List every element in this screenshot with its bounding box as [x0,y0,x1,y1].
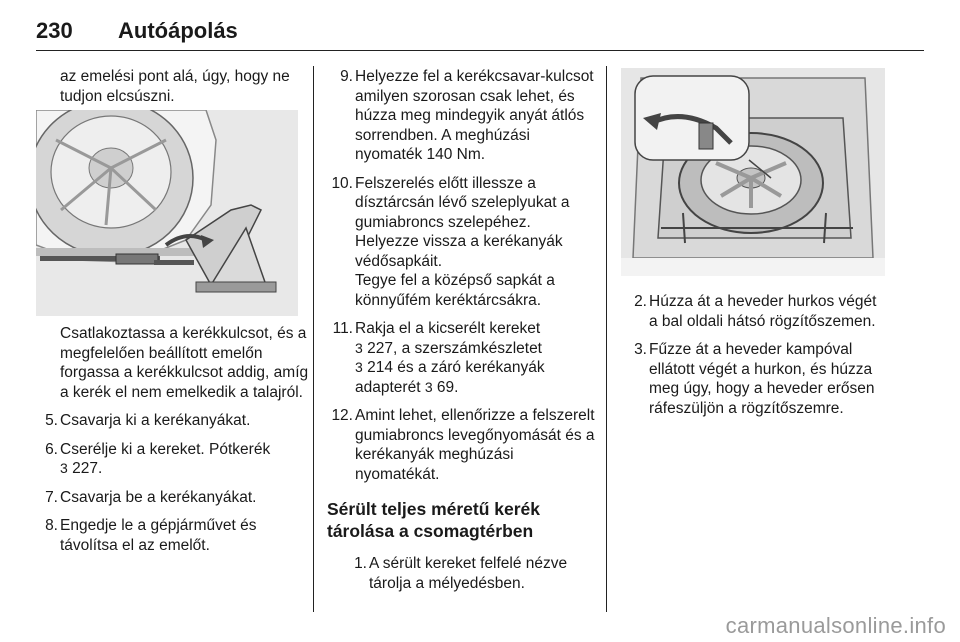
step-number: 9. [340,68,353,85]
step-12 [327,406,599,484]
page-reference: 227. [72,460,103,477]
page-reference: 69. [436,378,459,396]
step-text: Csavarja ki a kerékanyákat. [60,412,251,429]
page-reference-arrow-icon: 3 [355,339,363,356]
step-text: Cserélje ki a kereket. Pótkerék [60,440,271,458]
step-9 [327,67,599,165]
jack-wheel-drawing [36,110,298,316]
step-text: Felszerelés előtt illessze a dísztárcsán lévő szeleplyukat a gumiabroncs szelepéhez. [355,174,570,231]
page-header [36,10,924,51]
step-text-continued: Tegye fel a középső sapkát a könnyűfém keréktárcsákra. [355,272,555,309]
step-number: 1. [354,555,367,572]
step-8 [32,516,310,555]
page-number: 230 [36,18,73,43]
step-number: 7. [45,488,58,506]
sub-step-1 [341,554,599,593]
step-11 [327,319,599,397]
step-text: Engedje le a gépjárművet és távolítsa el az emelőt. [60,517,257,554]
watermark-text: carmanualsonline.info [725,613,946,638]
step-text: Húzza át a heveder hurkos végét a bal oldali hátsó rögzítőszemen. [649,293,877,330]
step-text: Csavarja be a kerékanyákat. [60,488,257,506]
step-number: 10. [331,174,353,192]
step-number: 11. [332,320,353,337]
step-7 [32,488,310,508]
spare-wheel-trunk-drawing [621,68,885,276]
column-divider-right [606,66,607,612]
column-1 [60,67,305,106]
subsection-heading: Sérült teljes méretű kerék tárolása a csomagtérben [327,499,541,541]
step-10 [327,174,599,311]
trunk-illustration [621,68,885,276]
step-number: 2. [634,293,647,310]
step-number: 3. [634,341,647,358]
step-3 [621,340,889,418]
step-number: 6. [45,440,58,458]
figure-caption: Csatlakoztassa a kerékkulcsot, és a megfelelően beállított emelőn forgassa a kerékkulcsot addig, amíg a kerék el nem emelkedik a talajról. [60,325,309,401]
step-text-continued: Helyezze vissza a kerékanyák védősapkáit. [355,233,563,270]
page-reference-arrow-icon: 3 [355,359,363,375]
jack-illustration [36,110,298,316]
step-5 [32,411,310,431]
column-1-lower [45,324,310,564]
step-number: 5. [45,412,58,429]
section-title: Autóápolás [118,18,238,43]
step-2 [621,292,889,331]
step-text: A sérült kereket felfelé nézve tárolja a mélyedésben. [369,555,568,592]
column-2 [327,67,599,602]
step-text: Amint lehet, ellenőrizze a felszerelt gumiabroncs levegőnyomását és a kerékanyák meghúzási nyomatékát. [355,407,595,483]
page-reference-arrow-icon: 3 [60,460,68,476]
step-text: Rakja el a kicserélt kereket [355,320,541,337]
intro-text: az emelési pont alá, úgy, hogy ne tudjon elcsúszni. [60,68,290,105]
step-text: Fűzze át a heveder kampóval ellátott végét a hurkon, és húzza meg úgy, hogy a heveder erősen ráfeszüljön a rögzítőszemre. [649,341,875,417]
step-number: 8. [45,517,58,534]
column-divider-left [313,66,314,612]
step-text: Helyezze fel a kerékcsavar-kulcsot amilyen szorosan csak lehet, és húzza meg mindegyik anyát átlós sorrendben. A meghúzási nyomaték 140 Nm. [355,68,594,163]
step-6 [32,440,310,479]
step-number: 12. [331,407,353,424]
column-3 [621,292,889,427]
page-reference: 227, a szerszámkészletet [367,339,542,357]
page-reference-arrow-icon: 3 [424,378,433,395]
page-reference: 214 és a záró kerékanyák adapterét [355,359,545,396]
